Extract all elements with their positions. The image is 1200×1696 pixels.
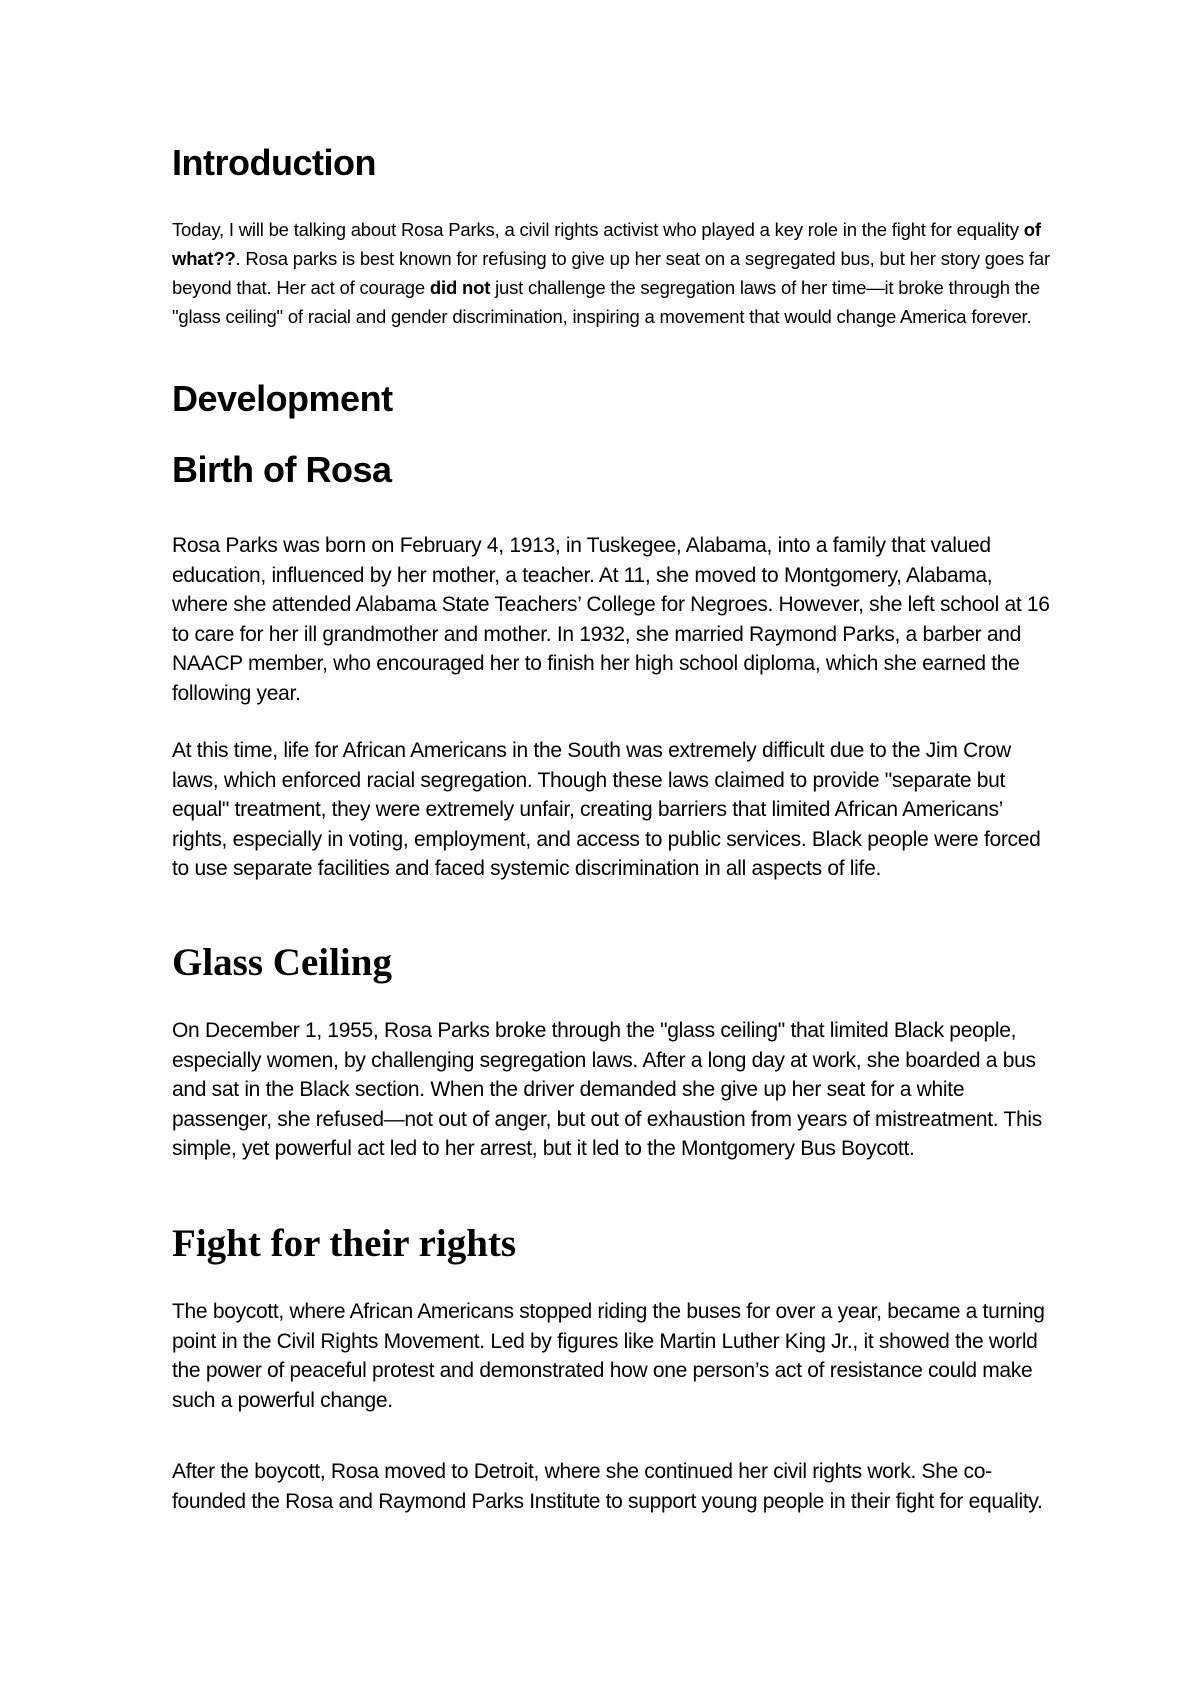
heading-fight-for-rights: Fight for their rights [172, 1222, 517, 1265]
intro-bold-question: of what?? [172, 219, 1041, 269]
paragraph-birth-1: Rosa Parks was born on February 4, 1913, in Tuskegee, Alabama, into a family that valued education, influenced by her mother, a teacher. At 11, she moved to Montgomery, Alabama, where she attended Alabama State Teachers’ College for Negroes. However, she left school at 16 to care for her ill grandmother and mother. In 1932, she married Raymond Parks, a barber and NAACP member, who encouraged her to finish her high school diploma, which she earned the following year. [172, 534, 1050, 705]
heading-development: Development [172, 378, 393, 419]
intro-text-e: just challenge the segregation laws of her time—it broke through the "glass ceiling" of racial and gender discrimination, inspiring a movement that would change America forever. [172, 277, 1040, 327]
heading-introduction: Introduction [172, 142, 376, 183]
paragraph-introduction [172, 215, 1052, 331]
paragraph-fight-2: After the boycott, Rosa moved to Detroit, where she continued her civil rights work. She co-founded the Rosa and Raymond Parks Institute to support young people in their fight for equality. [172, 1460, 1043, 1513]
paragraph-birth-2: At this time, life for African Americans in the South was extremely difficult due to the Jim Crow laws, which enforced racial segregation. Though these laws claimed to provide "separate but equal" treatment, they were extremely unfair, creating barriers that limited African Americans’ rights, especially in voting, employment, and access to public services. Black people were forced to use separate facilities and faced systemic discrimination in all aspects of life. [172, 739, 1041, 880]
paragraph-fight-1: The boycott, where African Americans stopped riding the buses for over a year, became a turning point in the Civil Rights Movement. Led by figures like Martin Luther King Jr., it showed the world the power of peaceful protest and demonstrated how one person’s act of resistance could make such a powerful change. [172, 1300, 1045, 1412]
intro-text-a: Today, I will be talking about Rosa Parks, a civil rights activist who played a key role in the fight for equality [172, 219, 1024, 240]
intro-bold-did-not: did not [429, 277, 491, 298]
paragraph-glass-ceiling: On December 1, 1955, Rosa Parks broke through the "glass ceiling" that limited Black people, especially women, by challenging segregation laws. After a long day at work, she boarded a bus and sat in the Black section. When the driver demanded she give up her seat for a white passenger, she refused—not out of anger, but out of exhaustion from years of mistreatment. This simple, yet powerful act led to her arrest, but it led to the Montgomery Bus Boycott. [172, 1019, 1042, 1160]
intro-text-c: . Rosa parks is best known for refusing to give up her seat on a segregated bus, but her story goes far beyond that. Her act of courage [172, 248, 1050, 298]
heading-birth-of-rosa: Birth of Rosa [172, 449, 392, 490]
heading-glass-ceiling: Glass Ceiling [172, 941, 392, 984]
